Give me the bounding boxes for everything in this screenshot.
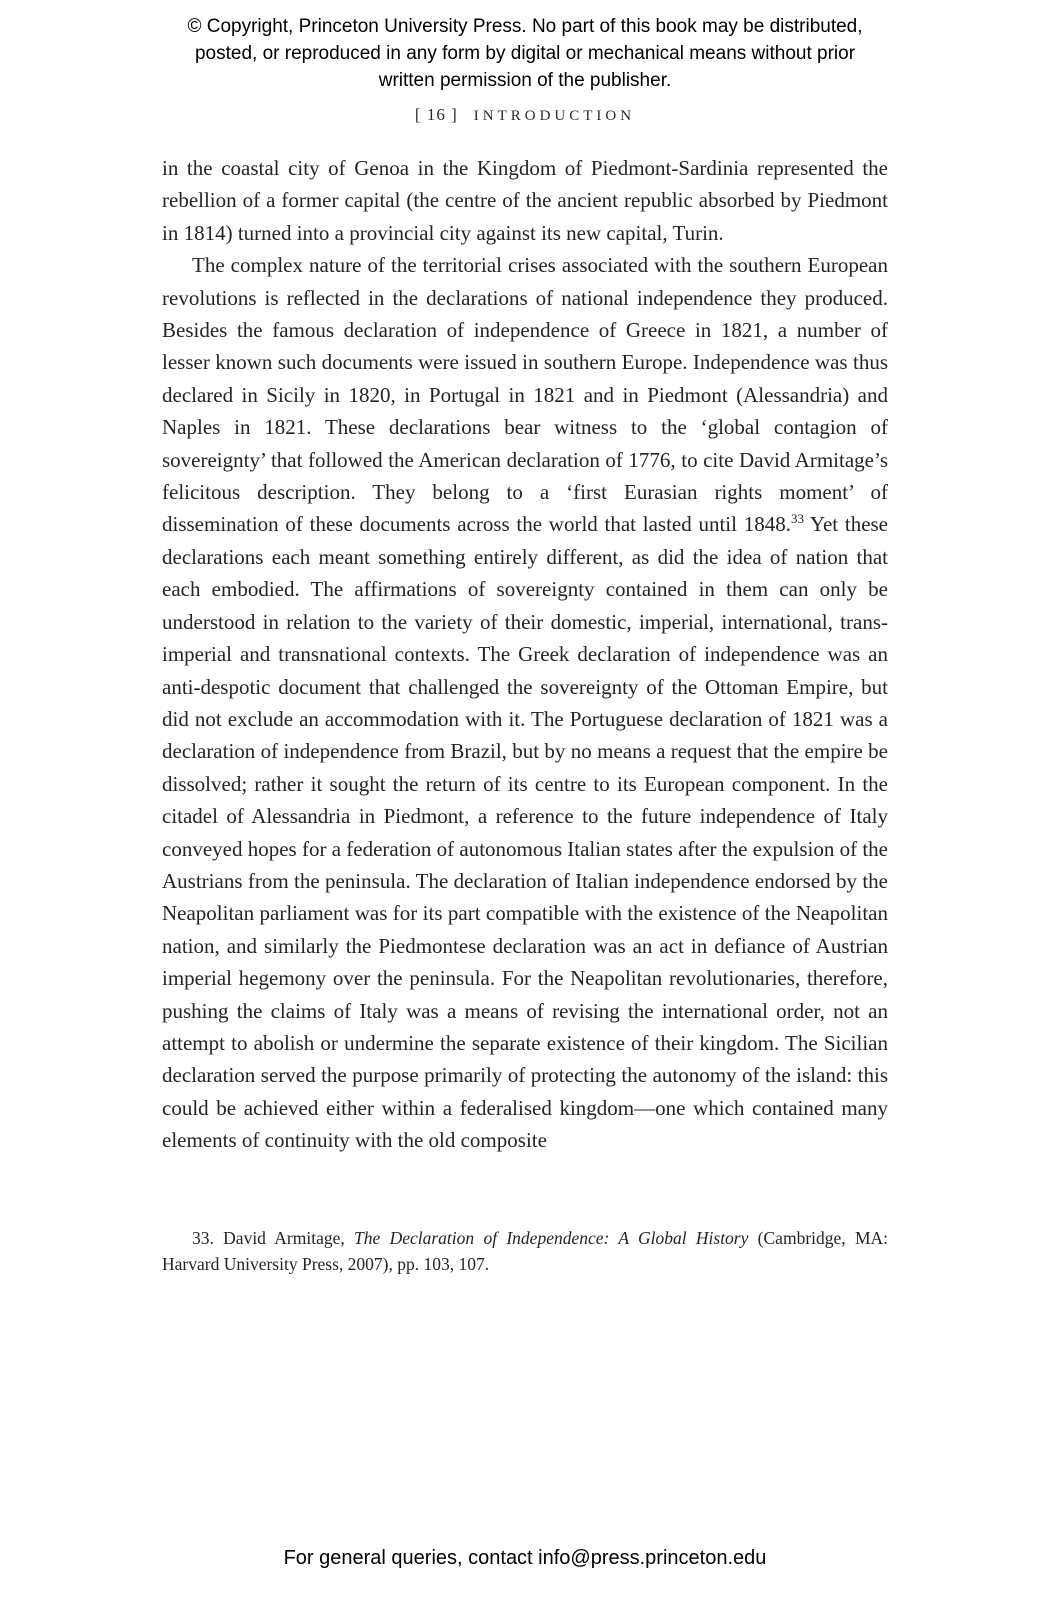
copyright-notice: © Copyright, Princeton University Press. No part of this book may be distributed, posted, or reproduced in any form by digital or mechanical means without prior written permission of the publisher. [187, 16, 863, 91]
footnote [162, 1225, 888, 1278]
section-title: INTRODUCTION [473, 108, 636, 124]
footnote-suffix: (Cambridge, MA: Harvard University Press, 2007), pp. 103, 107. [162, 1227, 889, 1275]
page-number: [ 16 ] [414, 105, 458, 124]
paragraph-text-after-note: Yet these declarations each meant something entirely different, as did the idea of nation that each embodied. The affirmations of sovereignty contained in them can only be understood in relation to the variety of their domestic, imperial, international, trans-imperial and transnational contexts. The Greek declaration of independence was an anti-despotic document that challenged the sovereignty of the Ottoman Empire, but did not exclude an accommodation with it. The Portuguese declaration of 1821 was a declaration of independence from Brazil, but by no means a request that the empire be dissolved; rather it sought the return of its centre to its European component. In the citadel of Alessandria in Piedmont, a reference to the future independence of Italy conveyed hopes for a federation of autonomous Italian states after the expulsion of the Austrians from the peninsula. The declaration of Italian independence endorsed by the Neapolitan parliament was for its part compatible with the existence of the Neapolitan nation, and similarly the Piedmontese declaration was an act in defiance of Austrian imperial hegemony over the peninsula. For the Neapolitan revolutionaries, therefore, pushing the claims of Italy was a means of revising the international order, not an attempt to abolish or undermine the separate existence of their kingdom. The Sicilian declaration served the purpose primarily of protecting the autonomy of the island: this could be achieved either within a federalised kingdom—one which contained many elements of continuity with the old composite [162, 512, 889, 1153]
footnote-reference: 33 [790, 511, 804, 527]
paragraph [162, 249, 888, 1156]
body-text [162, 152, 888, 1157]
contact-footer: For general queries, contact info@press.princeton.edu [283, 1547, 767, 1569]
paragraph-continuation: in the coastal city of Genoa in the Kingdom of Piedmont-Sardinia represented the rebellion of a former capital (the centre of the ancient republic absorbed by Piedmont in 1814) turned into a provincial city against its new capital, Turin. [162, 156, 888, 245]
footnote-book-title: The Declaration of Independence: A Global History [354, 1227, 749, 1248]
running-head [0, 105, 1050, 125]
footnote-prefix: 33. David Armitage, [192, 1227, 355, 1248]
paragraph-text-before-note: The complex nature of the territorial crises associated with the southern European revolutions is reflected in the declarations of national independence they produced. Besides the famous declaration of independence of Greece in 1821, a number of lesser known such documents were issued in southern Europe. Independence was thus declared in Sicily in 1820, in Portugal in 1821 and in Piedmont (Alessandria) and Naples in 1821. These declarations bear witness to the ‘global contagion of sovereignty’ that followed the American declaration of 1776, to cite David Armitage’s felicitous description. They belong to a ‘first Eurasian rights moment’ of dissemination of these documents across the world that lasted until 1848. [162, 253, 888, 537]
